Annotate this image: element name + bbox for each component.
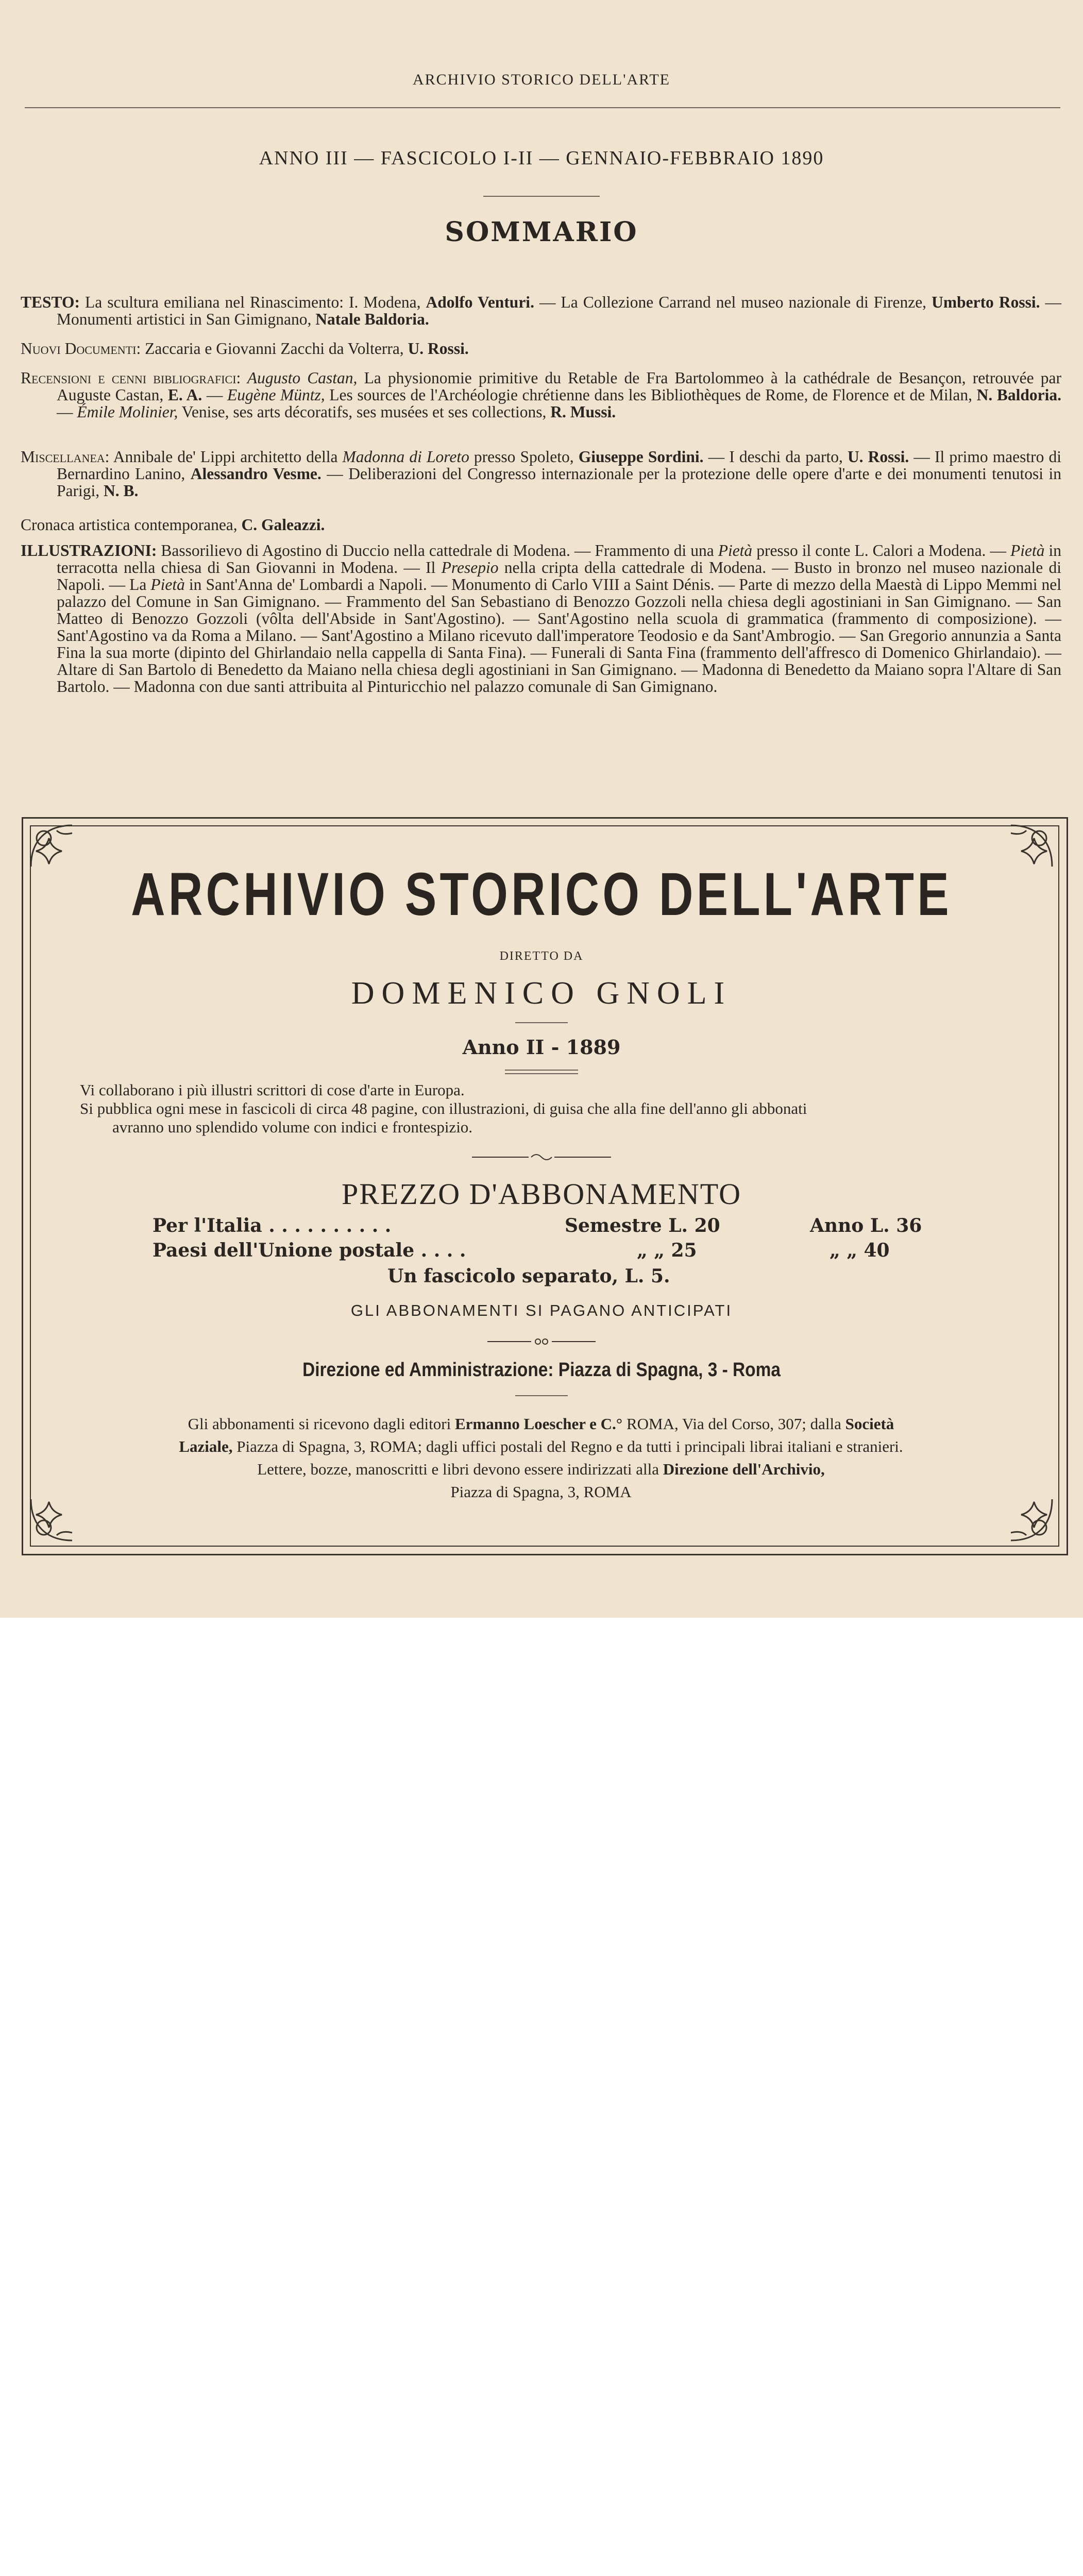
- toc-illustrazioni: [21, 542, 1061, 695]
- foot-publisher: Società: [845, 1415, 894, 1433]
- toc-text: presso il conte L. Calori a Modena. —: [752, 541, 1010, 560]
- ad-direzione: Direzione ed Amministrazione: Piazza di Spagna, 3 - Roma: [302, 1359, 781, 1381]
- toc-text: Les sources de l'Archéologie chrétienne dans les Bibliothèques de Rome, de Florence et de Milan,: [325, 386, 977, 404]
- ad-anticipati: GLI ABBONAMENTI SI PAGANO ANTICIPATI: [350, 1301, 733, 1319]
- short-rule: [505, 1073, 578, 1074]
- sommario-heading: SOMMARIO: [445, 216, 638, 248]
- toc-italic: Pietà: [150, 575, 185, 594]
- ad-foot-line: [77, 1434, 1005, 1459]
- bottom-bar: [0, 1618, 1083, 1702]
- toc-text: — I deschi da parto,: [703, 448, 848, 466]
- foot-text: Gli abbonamenti si ricevono dagli editori: [188, 1415, 455, 1433]
- foot-text: ROMA, Via del Corso, 307; dalla: [622, 1415, 845, 1433]
- foot-text: Piazza di Spagna, 3, ROMA; dagli uffici postali del Regno e da tutti i principali librai italiani e stranieri.: [232, 1437, 903, 1455]
- toc-testo: [21, 294, 1061, 328]
- toc-author: Adolfo Venturi.: [426, 293, 534, 311]
- toc-cronaca: [21, 516, 1061, 533]
- toc-author: E. A.: [167, 386, 202, 404]
- toc-text: —: [57, 403, 77, 421]
- foot-text: Lettere, bozze, manoscritti e libri devono essere indirizzati alla: [257, 1460, 663, 1478]
- toc-italic: Émile Molinier,: [77, 403, 178, 421]
- toc-text: —: [202, 386, 227, 404]
- ad-foot-line: Piazza di Spagna, 3, ROMA: [450, 1483, 632, 1501]
- toc-author: Giuseppe Sordini.: [578, 448, 704, 466]
- toc-text: — La Collezione Carrand nel museo nazionale di Firenze,: [534, 293, 932, 311]
- toc-author: C. Galeazzi.: [241, 516, 325, 534]
- toc-author: R. Mussi.: [550, 403, 616, 421]
- corner-ornament-icon: [995, 820, 1057, 872]
- toc-text: — Deliberazioni del Congresso internazionale per la protezione delle opere d'arte e dei monumenti tenutosi in Parigi,: [57, 465, 1061, 500]
- price-row-semestre: Semestre L. 20: [565, 1215, 720, 1236]
- toc-author: N. Baldoria.: [976, 386, 1061, 404]
- short-rule: [515, 1022, 568, 1023]
- foot-publisher: Laziale,: [179, 1437, 233, 1455]
- ad-director: DOMENICO GNOLI: [351, 976, 732, 1011]
- corner-ornament-icon: [995, 1494, 1057, 1546]
- price-row-semestre: „ „ 25: [637, 1240, 697, 1261]
- toc-text: in Sant'Anna de' Lombardi a Napoli. — Monumento di Carlo VIII a Saint Dénis. — Parte di mezzo della Maestà di Lippo Memmi nel palazzo del Comune in San Gimignano. — Frammento del San Sebastiano di Benozzo Gozzoli nella chiesa degli agostiniani in San Gimignano. — San Matteo di Benozzo Gozzoli (vôlta dell'Abside in Sant'Agostino). — Sant'Agostino nella scuola di grammatica (frammento di composizione). — Sant'Agostino va da Roma a Milano. — Sant'Agostino a Milano ricevuto dall'imperatore Teodosio e da Sant'Ambrogio. — San Gregorio annunzia a Santa Fina la sua morte (dipinto del Ghirlandaio nella cappella di Santa Fina). — Funerali di Santa Fina (frammento dell'affresco di Domenico Ghirlandaio). — Altare di San Bartolo di Benedetto da Maiano nella chiesa degli agostiniani in San Gimignano. — Madonna di Benedetto da Maiano sopra l'Altare di San Bartolo. — Madonna con due santi attribuita al Pinturicchio nel palazzo comunale di San Gimignano.: [57, 575, 1061, 696]
- short-rule: [515, 1395, 568, 1396]
- toc-text: La physionomie primitive du Retable de Fra Bartolommeo à la cathédrale de Besançon, retrouvée par Auguste Castan,: [57, 369, 1062, 404]
- corner-ornament-icon: [26, 820, 88, 872]
- toc-text: — Il primo maestro di Bernardino Lanino,: [57, 448, 1062, 483]
- ad-foot-line: [77, 1457, 1005, 1482]
- toc-text: presso Spoleto,: [469, 448, 579, 466]
- ad-collab-line: Vi collaborano i più illustri scrittori di cose d'arte in Europa.: [80, 1081, 465, 1099]
- toc-italic: Pietà: [1010, 541, 1045, 560]
- foot-direzione: Direzione dell'Archivio,: [663, 1460, 825, 1478]
- toc-text: Annibale de' Lippi architetto della: [109, 448, 343, 466]
- toc-italic: Pietà: [718, 541, 753, 560]
- toc-italic: Eugène Müntz,: [227, 386, 325, 404]
- divider-ornament-icon: [472, 1152, 611, 1162]
- divider-ornament-icon: [487, 1337, 596, 1346]
- toc-italic: Madonna di Loreto: [342, 448, 469, 466]
- issue-line: ANNO III — FASCICOLO I-II — GENNAIO-FEBBRAIO 1890: [259, 147, 824, 169]
- head-rule: [25, 107, 1060, 108]
- ad-collab-line: Si pubblica ogni mese in fascicoli di circa 48 pagine, con illustrazioni, di guisa che alla fine dell'anno gli abbonati: [80, 1099, 807, 1117]
- toc-recensioni: [21, 369, 1061, 420]
- toc-label: Nuovi Documenti:: [21, 340, 141, 358]
- price-row-anno: „ „ 40: [830, 1240, 890, 1261]
- toc-text: Venise, ses arts décoratifs, ses musées et ses collections,: [178, 403, 551, 421]
- toc-author: U. Rossi.: [408, 340, 469, 358]
- toc-text: — Monumenti artistici in San Gimignano,: [57, 293, 1062, 328]
- short-rule: [505, 1070, 578, 1071]
- toc-label: ILLUSTRAZIONI:: [21, 541, 157, 560]
- toc-text: Cronaca artistica contemporanea,: [21, 516, 242, 534]
- toc-text: Zaccaria e Giovanni Zacchi da Volterra,: [141, 340, 408, 358]
- toc-miscellanea: [21, 448, 1061, 499]
- toc-author: U. Rossi.: [847, 448, 909, 466]
- toc-nuovi-documenti: [21, 340, 1061, 357]
- ad-foot-line: [77, 1412, 1005, 1436]
- toc-italic: Augusto Castan,: [241, 369, 358, 387]
- toc-text: La scultura emiliana nel Rinascimento: I. Modena,: [79, 293, 426, 311]
- toc-label: Miscellanea:: [21, 448, 110, 466]
- toc-text: Bassorilievo di Agostino di Duccio nella cattedrale di Modena. — Frammento di una: [157, 541, 718, 560]
- running-head: ARCHIVIO STORICO DELL'ARTE: [412, 71, 671, 88]
- ad-anno: Anno II - 1889: [462, 1036, 621, 1059]
- toc-author: Natale Baldoria.: [315, 310, 429, 328]
- toc-text: nella cripta della cattedrale di Modena. — Busto in bronzo nel museo nazionale di Napoli. — La: [57, 558, 1061, 594]
- short-rule: [483, 196, 600, 197]
- toc-author: Umberto Rossi.: [932, 293, 1040, 311]
- price-row-label: Paesi dell'Unione postale . . . .: [153, 1240, 466, 1261]
- price-row-fascicolo: Un fascicolo separato, L. 5.: [387, 1265, 670, 1287]
- ad-prezzo-heading: PREZZO D'ABBONAMENTO: [341, 1177, 742, 1211]
- toc-text: in terracotta nella chiesa di San Giovanni in Modena. — Il: [57, 541, 1061, 577]
- toc-author: Alessandro Vesme.: [190, 465, 321, 483]
- toc-label: TESTO:: [21, 293, 80, 311]
- toc-label: Recensioni e cenni bibliografici:: [21, 369, 241, 387]
- price-row-label: Per l'Italia . . . . . . . . . .: [153, 1215, 392, 1236]
- toc-author: N. B.: [104, 482, 139, 500]
- ad-diretto: DIRETTO DA: [499, 950, 584, 963]
- ad-title: ARCHIVIO STORICO DELL'ARTE: [131, 860, 952, 928]
- foot-publisher: Ermanno Loescher e C.°: [454, 1415, 623, 1433]
- ad-collab-line: avranno uno splendido volume con indici e frontespizio.: [112, 1118, 473, 1136]
- toc-italic: Presepio: [441, 558, 499, 577]
- price-row-anno: Anno L. 36: [810, 1215, 922, 1236]
